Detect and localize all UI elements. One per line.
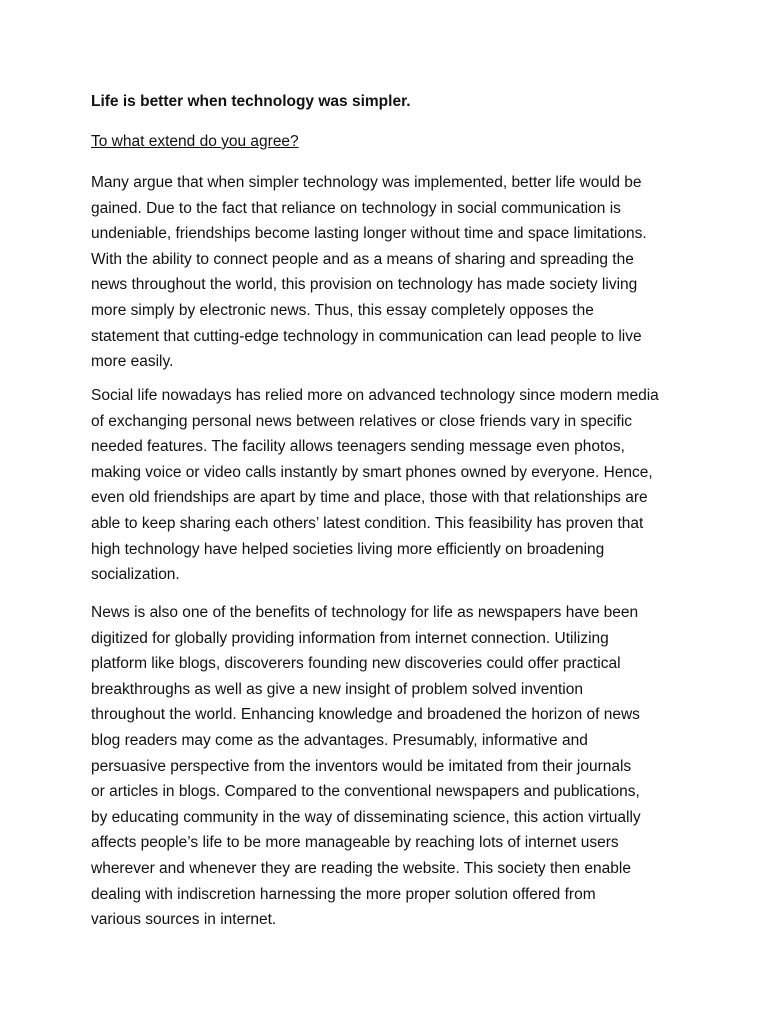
paragraph-line: various sources in internet. (91, 911, 277, 929)
paragraph-line: high technology have helped societies living more efficiently on broadening (91, 540, 605, 558)
paragraph-line: news throughout the world, this provision on technology has made society living (91, 276, 638, 294)
paragraph-line: by educating community in the way of disseminating science, this action virtually (91, 808, 641, 826)
paragraph-line: blog readers may come as the advantages. Presumably, informative and (91, 731, 588, 749)
paragraph-line: statement that cutting-edge technology in communication can lead people to live (91, 327, 642, 345)
paragraph-line: wherever and whenever they are reading the website. This society then enable (91, 859, 631, 877)
paragraph-line: undeniable, friendships become lasting longer without time and space limitations. (91, 225, 647, 243)
paragraph-line: of exchanging personal news between relatives or close friends vary in specific (91, 412, 633, 430)
paragraph-line: or articles in blogs. Compared to the conventional newspapers and publications, (91, 783, 640, 801)
paragraph-2 (91, 383, 691, 588)
paragraph-3 (91, 600, 691, 933)
paragraph-line: able to keep sharing each others’ latest condition. This feasibility has proven that (91, 514, 644, 532)
paragraph-line: making voice or video calls instantly by smart phones owned by everyone. Hence, (91, 463, 653, 481)
paragraph-line: socialization. (91, 566, 180, 584)
paragraph-line: With the ability to connect people and as a means of sharing and spreading the (91, 250, 634, 268)
paragraph-line: more easily. (91, 353, 174, 371)
essay-title: Life is better when technology was simpler. (91, 93, 411, 110)
paragraph-line: persuasive perspective from the inventors would be imitated from their journals (91, 757, 632, 775)
paragraph-line: digitized for globally providing information from internet connection. Utilizing (91, 629, 609, 647)
paragraph-line: breakthroughs as well as give a new insight of problem solved invention (91, 680, 583, 698)
paragraph-line: gained. Due to the fact that reliance on technology in social communication is (91, 199, 621, 217)
paragraph-line: News is also one of the benefits of technology for life as newspapers have been (91, 604, 639, 621)
paragraph-line: dealing with indiscretion harnessing the more proper solution offered from (91, 885, 596, 903)
paragraph-line: more simply by electronic news. Thus, this essay completely opposes the (91, 301, 594, 319)
essay-question: To what extend do you agree? (91, 133, 299, 150)
paragraph-line: affects people’s life to be more manageable by reaching lots of internet users (91, 834, 619, 852)
paragraph-line: Many argue that when simpler technology was implemented, better life would be (91, 174, 642, 191)
paragraph-1 (91, 170, 691, 375)
paragraph-line: even old friendships are apart by time and place, those with that relationships are (91, 489, 648, 507)
paragraph-line: throughout the world. Enhancing knowledge and broadened the horizon of news (91, 706, 640, 724)
paragraph-line: needed features. The facility allows teenagers sending message even photos, (91, 438, 625, 456)
paragraph-line: platform like blogs, discoverers founding new discoveries could offer practical (91, 655, 621, 673)
paragraph-line: Social life nowadays has relied more on advanced technology since modern media (91, 387, 659, 404)
